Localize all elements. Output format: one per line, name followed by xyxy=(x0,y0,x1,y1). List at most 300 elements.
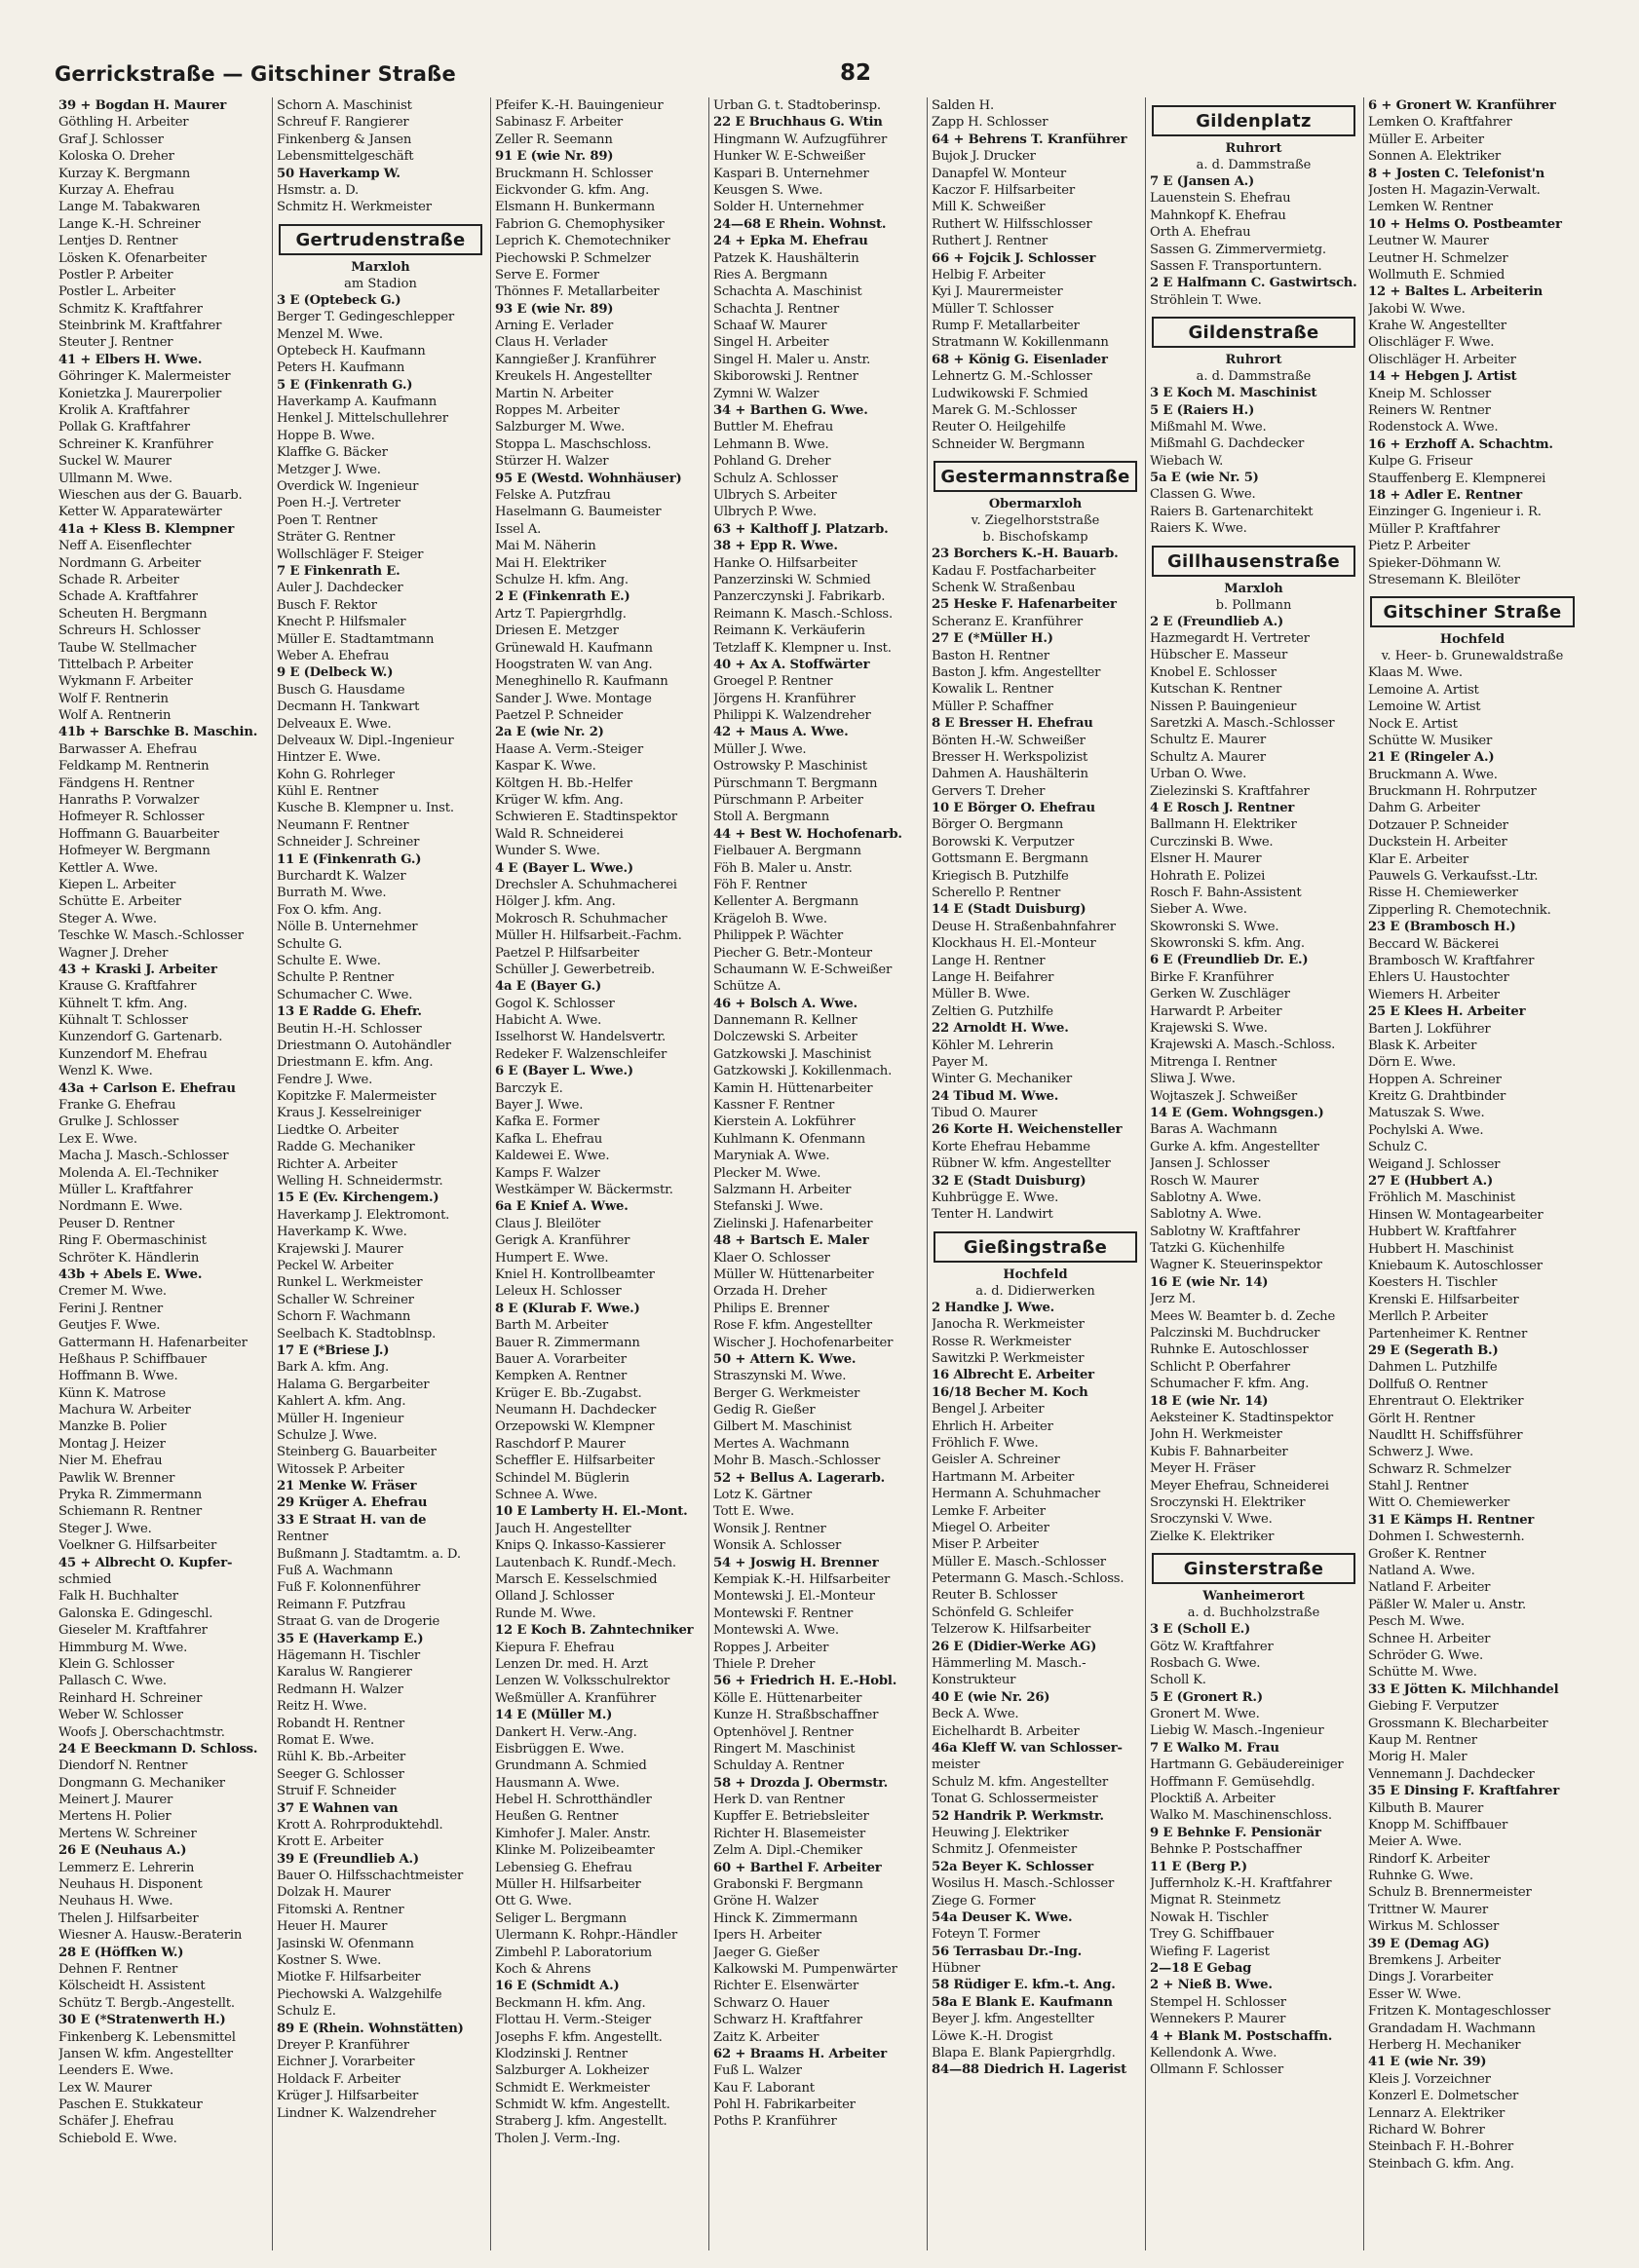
house-entry: 27 E (*Müller H.) xyxy=(932,631,1053,647)
resident-entry: Bayer J. Wwe. xyxy=(495,1098,584,1114)
resident-entry: Wonsik J. Rentner xyxy=(713,1521,826,1536)
resident-entry: Kellendonk A. Wwe. xyxy=(1150,2045,1277,2060)
resident-entry: Skiborowski J. Rentner xyxy=(713,369,858,385)
resident-entry: Giebing F. Verputzer xyxy=(1368,1699,1499,1715)
resident-entry: Roppes M. Arbeiter xyxy=(495,403,620,419)
directory-columns xyxy=(55,97,1584,2250)
resident-entry: Tatzki G. Küchenhilfe xyxy=(1150,1241,1285,1257)
resident-entry: Kyi J. Maurermeister xyxy=(932,284,1063,300)
resident-entry: Naudltt H. Schiffsführer xyxy=(1368,1427,1523,1443)
directory-column xyxy=(928,97,1146,2250)
house-entry: 63 + Kalthoff J. Platzarb. xyxy=(713,521,889,537)
directory-column xyxy=(273,97,491,2250)
resident-entry: Piechowski A. Walzgehilfe xyxy=(277,1986,442,2002)
resident-entry: Zaitz K. Arbeiter xyxy=(713,2029,820,2045)
resident-entry: Fox O. kfm. Ang. xyxy=(277,902,382,918)
resident-entry: Orth A. Ehefrau xyxy=(1150,225,1251,241)
resident-entry: Hanraths P. Vorwalzer xyxy=(58,793,200,809)
resident-entry: Natland F. Arbeiter xyxy=(1368,1580,1491,1596)
house-entry: 6 + Gronert W. Kranführer xyxy=(1368,98,1556,113)
resident-entry: Kimhofer J. Maler. Anstr. xyxy=(495,1826,651,1841)
resident-entry: Schulte G. xyxy=(277,936,343,952)
house-entry: 16 + Erzhoff A. Schachtm. xyxy=(1368,436,1553,452)
resident-entry: Ostrowsky P. Maschinist xyxy=(713,759,867,775)
resident-entry: Schaumann W. E-Schweißer xyxy=(713,962,893,977)
street-heading: Gitschiner Straße xyxy=(1370,596,1575,627)
house-entry: 56 + Friedrich H. E.-Hobl. xyxy=(713,1674,897,1689)
resident-entry: Philips E. Brenner xyxy=(713,1301,829,1316)
resident-entry: Weber A. Ehefrau xyxy=(277,648,390,663)
resident-entry: Sawitzki P. Werkmeister xyxy=(932,1351,1085,1366)
resident-entry: Grulke J. Schlosser xyxy=(58,1115,179,1130)
resident-entry: Kaldewei E. Wwe. xyxy=(495,1149,610,1164)
resident-entry: Danapfel W. Monteur xyxy=(932,166,1066,181)
resident-entry: Brambosch W. Kraftfahrer xyxy=(1368,953,1535,968)
house-entry: 23 E (Brambosch H.) xyxy=(1368,920,1516,935)
resident-entry: Krajewski S. Wwe. xyxy=(1150,1021,1268,1037)
resident-entry: Rosbach G. Wwe. xyxy=(1150,1655,1261,1671)
district-label: Ruhrort xyxy=(1225,141,1282,156)
resident-entry: Salzmann H. Arbeiter xyxy=(713,1183,852,1197)
house-entry: 25 E Klees H. Arbeiter xyxy=(1368,1004,1526,1020)
house-entry: 26 E (Neuhaus A.) xyxy=(58,1843,187,1859)
house-entry: 9 E Behnke F. Pensionär xyxy=(1150,1825,1321,1840)
resident-entry: Salzburger A. Lokheizer xyxy=(495,2063,649,2079)
resident-entry: Miser P. Arbeiter xyxy=(932,1537,1039,1553)
resident-entry: Beckmann H. kfm. Ang. xyxy=(495,1995,646,2011)
house-entry: 58 Rüdiger E. kfm.-t. Ang. xyxy=(932,1978,1116,1993)
resident-entry: Wykmann F. Arbeiter xyxy=(58,674,193,690)
resident-entry: Schumacher C. Wwe. xyxy=(277,987,413,1002)
resident-entry: Müller H. Hilfsarbeiter xyxy=(495,1877,641,1893)
resident-entry: Philippi K. Walzendreher xyxy=(713,708,871,724)
resident-entry: Müller E. Stadtamtmann xyxy=(277,631,435,647)
resident-entry: Beccard W. Bäckerei xyxy=(1368,936,1499,952)
house-entry: 24 Tibud M. Wwe. xyxy=(932,1088,1059,1104)
resident-entry: Müller L. Kraftfahrer xyxy=(58,1183,193,1197)
resident-entry: Müller J. Wwe. xyxy=(713,741,807,757)
house-entry: 14 E (Stadt Duisburg) xyxy=(932,902,1086,918)
resident-entry: Hebel H. Schrotthändler xyxy=(495,1793,652,1808)
resident-entry: Steinberg G. Bauarbeiter xyxy=(277,1445,437,1460)
resident-entry: Struif F. Schneider xyxy=(277,1784,397,1799)
resident-entry: Krüger J. Hilfsarbeiter xyxy=(277,2089,419,2104)
resident-entry: Zimbehl P. Laboratorium xyxy=(495,1945,652,1960)
resident-entry: Tetzlaff K. Klempner u. Inst. xyxy=(713,640,892,656)
resident-entry: Nordmann E. Wwe. xyxy=(58,1199,183,1215)
resident-entry: Olischläger H. Arbeiter xyxy=(1368,352,1516,367)
resident-entry: Schorn F. Wachmann xyxy=(277,1309,411,1325)
house-entry: 25 Heske F. Hafenarbeiter xyxy=(932,597,1117,613)
resident-entry: Költgen H. Bb.-Helfer xyxy=(495,775,632,791)
resident-entry: Ringert M. Maschinist xyxy=(713,1741,856,1757)
resident-entry: Lemken W. Rentner xyxy=(1368,200,1493,215)
resident-entry: Hunker W. E-Schweißer xyxy=(713,149,865,165)
resident-entry: Montewski F. Rentner xyxy=(713,1606,854,1621)
resident-entry: Salden H. xyxy=(932,98,994,113)
house-entry: 11 E (Finkenrath G.) xyxy=(277,851,422,867)
resident-entry: Tonat G. Schlossermeister xyxy=(932,1792,1098,1807)
resident-entry: Hsmstr. a. D. xyxy=(277,182,360,198)
resident-entry: Seelbach K. Stadtoblnsp. xyxy=(277,1326,437,1342)
resident-entry: Burrath M. Wwe. xyxy=(277,886,387,901)
house-entry: 42 + Maus A. Wwe. xyxy=(713,725,849,740)
house-entry: 33 E Jötten K. Milchhandel xyxy=(1368,1682,1559,1697)
house-entry: 48 + Bartsch E. Maler xyxy=(713,1233,869,1249)
resident-entry: Klaffke G. Bäcker xyxy=(277,445,388,461)
resident-entry: Föh B. Maler u. Anstr. xyxy=(713,860,853,876)
resident-entry: Wiemers H. Arbeiter xyxy=(1368,987,1500,1002)
resident-entry: Wonsik A. Schlosser xyxy=(713,1538,842,1554)
resident-entry: Kahlert A. kfm. Ang. xyxy=(277,1394,406,1410)
resident-entry: Ehrentraut O. Elektriker xyxy=(1368,1394,1524,1410)
house-entry: 64 + Behrens T. Kranführer xyxy=(932,132,1127,147)
resident-entry: Nier M. Ehefrau xyxy=(58,1454,163,1469)
resident-entry: Thiele P. Dreher xyxy=(713,1656,816,1672)
house-entry: 2 E (Freundlieb A.) xyxy=(1150,614,1283,629)
resident-entry: Kutschan K. Rentner xyxy=(1150,682,1282,698)
resident-entry: Jasinski W. Ofenmann xyxy=(277,1936,414,1951)
resident-entry: Kiepen L. Arbeiter xyxy=(58,877,176,892)
resident-entry: Sassen F. Transportuntern. xyxy=(1150,258,1322,274)
resident-entry: Stratmann W. Kokillenmann xyxy=(932,335,1109,351)
resident-entry: Poen T. Rentner xyxy=(277,512,378,528)
resident-entry: Bujok J. Drucker xyxy=(932,149,1036,165)
resident-entry: Schaaf W. Maurer xyxy=(713,319,827,334)
resident-entry: Stoppa L. Maschschloss. xyxy=(495,436,652,452)
resident-entry: Sander J. Wwe. Montage xyxy=(495,691,652,706)
house-entry: 7 E (Jansen A.) xyxy=(1150,174,1255,189)
resident-entry: Behnke P. Postschaffner xyxy=(1150,1842,1302,1858)
resident-entry: Neumann F. Rentner xyxy=(277,817,409,833)
resident-entry: Bönten H.-W. Schweißer xyxy=(932,733,1086,748)
district-label: Wanheimerort xyxy=(1202,1589,1305,1605)
resident-entry: Lehnertz G. M.-Schlosser xyxy=(932,369,1092,385)
house-entry: 4 E Rosch J. Rentner xyxy=(1150,800,1295,815)
resident-entry: Nölle B. Unternehmer xyxy=(277,920,418,935)
resident-entry: Kafka L. Ehefrau xyxy=(495,1131,603,1147)
resident-entry: Schnee A. Wwe. xyxy=(495,1488,598,1503)
resident-entry: Grandadam H. Wachmann xyxy=(1368,2021,1536,2036)
house-entry: 22 Arnoldt H. Wwe. xyxy=(932,1021,1069,1037)
resident-entry: Berger G. Werkmeister xyxy=(713,1385,860,1401)
resident-entry: Macha J. Masch.-Schlosser xyxy=(58,1149,229,1164)
house-entry: 46 + Bolsch A. Wwe. xyxy=(713,996,858,1011)
house-entry: 2 + Nieß B. Wwe. xyxy=(1150,1978,1273,1993)
resident-entry: Eickvonder G. kfm. Ang. xyxy=(495,182,650,198)
resident-entry: Mill K. Schweißer xyxy=(932,200,1046,215)
resident-entry: Orzepowski W. Klempner xyxy=(495,1419,655,1435)
resident-entry: Felske A. Putzfrau xyxy=(495,487,611,503)
resident-entry: Steuter J. Rentner xyxy=(58,335,173,351)
resident-entry: Schreurs H. Schlosser xyxy=(58,624,201,639)
resident-entry: Pochylski A. Wwe. xyxy=(1368,1122,1484,1138)
resident-entry: Reitz H. Wwe. xyxy=(277,1699,367,1715)
resident-entry: Pauwels G. Verkaufsst.-Ltr. xyxy=(1368,869,1539,885)
resident-entry: Paschen E. Stukkateur xyxy=(58,2098,203,2113)
resident-entry: Nowak H. Tischler xyxy=(1150,1909,1269,1925)
resident-entry: Decmann H. Tankwart xyxy=(277,699,420,715)
resident-entry: Kalkowski M. Pumpenwärter xyxy=(713,1961,897,1977)
resident-entry: Zeller R. Seemann xyxy=(495,132,613,147)
resident-entry: Josten H. Magazin-Verwalt. xyxy=(1368,182,1541,198)
house-entry: 18 + Adler E. Rentner xyxy=(1368,487,1522,503)
resident-entry: Trittner W. Maurer xyxy=(1368,1902,1489,1917)
resident-entry: Juffernholz K.-H. Kraftfahrer xyxy=(1150,1875,1332,1891)
resident-entry: Pesch M. Wwe. xyxy=(1368,1614,1466,1630)
page-header xyxy=(55,57,1584,92)
resident-entry: Payer M. xyxy=(932,1054,988,1070)
resident-entry: Robandt H. Rentner xyxy=(277,1716,405,1731)
resident-entry: Aeksteiner K. Stadtinspektor xyxy=(1150,1411,1334,1425)
resident-entry: Witossek P. Arbeiter xyxy=(277,1461,404,1477)
resident-entry: Dotzauer P. Schneider xyxy=(1368,817,1508,833)
resident-entry: Grossmann K. Blecharbeiter xyxy=(1368,1716,1548,1731)
house-entry: 10 E Lamberty H. El.-Mont. xyxy=(495,1504,688,1520)
resident-entry: Köhler M. Lehrerin xyxy=(932,1038,1053,1053)
resident-entry: Metzger J. Wwe. xyxy=(277,462,381,477)
resident-entry: Elsmann H. Bunkermann xyxy=(495,200,655,215)
house-entry: 33 E Straat H. van de xyxy=(277,1512,427,1528)
resident-entry: Schüller J. Gewerbetreib. xyxy=(495,962,656,977)
resident-entry: Machura W. Arbeiter xyxy=(58,1403,191,1418)
resident-entry: Patzek K. Haushälterin xyxy=(713,250,859,266)
resident-entry: Knecht P. Hilfsmaler xyxy=(277,615,406,630)
resident-entry: Rosse R. Werkmeister xyxy=(932,1334,1071,1349)
resident-entry: Raschdorf P. Maurer xyxy=(495,1436,626,1452)
resident-entry: Witt O. Chemiewerker xyxy=(1368,1495,1510,1511)
resident-entry: Leprich K. Chemotechniker xyxy=(495,234,670,249)
resident-entry: Gedig R. Gießer xyxy=(713,1403,816,1418)
resident-entry: Reuter O. Heilgehilfe xyxy=(932,420,1066,435)
resident-entry: Karalus W. Rangierer xyxy=(277,1665,412,1681)
resident-entry: Scheffler E. Hilfsarbeiter xyxy=(495,1454,655,1469)
resident-entry: Dahmen A. Haushälterin xyxy=(932,767,1088,782)
resident-entry: Kunze H. Straßbschaffner xyxy=(713,1708,879,1723)
resident-entry: Gilbert M. Maschinist xyxy=(713,1419,852,1435)
resident-entry: Sroczynski H. Elektriker xyxy=(1150,1494,1306,1510)
resident-entry: Eisbrüggen E. Wwe. xyxy=(495,1741,625,1757)
resident-entry: Mees W. Beamter b. d. Zeche xyxy=(1150,1308,1336,1324)
resident-entry: Marek G. M.-Schlosser xyxy=(932,403,1077,419)
resident-entry: Heßhaus P. Schiffbauer xyxy=(58,1351,207,1367)
resident-entry: Rindorf K. Arbeiter xyxy=(1368,1851,1490,1867)
resident-entry: Schulz C. xyxy=(1368,1140,1428,1155)
resident-entry: Rübner W. kfm. Angestellter xyxy=(932,1156,1111,1172)
resident-entry: Krenski E. Hilfsarbeiter xyxy=(1368,1292,1519,1307)
resident-entry: Matuszak S. Wwe. xyxy=(1368,1106,1485,1121)
resident-entry: Müller T. Schlosser xyxy=(932,301,1053,317)
house-entry: 41 + Elbers H. Wwe. xyxy=(58,352,203,367)
house-entry: 2 E Halfmann C. Gastwirtsch. xyxy=(1150,276,1357,291)
house-entry: 39 + Bogdan H. Maurer xyxy=(58,98,227,113)
resident-entry: Pawlik W. Brenner xyxy=(58,1470,175,1486)
resident-entry: Scheranz E. Kranführer xyxy=(932,614,1083,629)
resident-entry: Pürschmann T. Bergmann xyxy=(713,775,878,791)
house-entry: 23 Borchers K.-H. Bauarb. xyxy=(932,547,1119,562)
resident-entry: Postler P. Arbeiter xyxy=(58,267,173,283)
resident-entry: Ruhnke E. Autoschlosser xyxy=(1150,1342,1309,1358)
resident-entry: Sassen G. Zimmervermietg. xyxy=(1150,242,1326,257)
house-entry: 5 E (Gronert R.) xyxy=(1150,1689,1263,1705)
resident-entry: Schade A. Kraftfahrer xyxy=(58,589,198,605)
resident-entry: Göthling H. Arbeiter xyxy=(58,115,189,131)
resident-entry: Großer K. Rentner xyxy=(1368,1546,1486,1562)
resident-entry: Schwarz H. Kraftfahrer xyxy=(713,2013,862,2028)
resident-entry: Bruckmann H. Rohrputzer xyxy=(1368,784,1537,800)
directory-column xyxy=(1364,97,1582,2250)
resident-entry: Schaller W. Schreiner xyxy=(277,1292,414,1307)
resident-entry: Haselmann G. Baumeister xyxy=(495,505,662,520)
house-entry: 28 E (Höffken W.) xyxy=(58,1945,184,1960)
resident-entry: Bußmann J. Stadtamtm. a. D. xyxy=(277,1546,461,1562)
resident-entry: Dannemann R. Kellner xyxy=(713,1013,858,1029)
resident-entry: Sablotny W. Kraftfahrer xyxy=(1150,1224,1300,1239)
resident-entry: Hingmann W. Aufzugführer xyxy=(713,132,888,147)
resident-entry: Koesters H. Tischler xyxy=(1368,1275,1498,1291)
resident-entry: Raiers B. Gartenarchitekt xyxy=(1150,504,1314,519)
resident-entry: Jerz M. xyxy=(1150,1292,1196,1307)
resident-entry: Gerigk A. Kranführer xyxy=(495,1233,630,1249)
resident-entry: Diendorf N. Rentner xyxy=(58,1758,188,1774)
resident-entry: Westkämper W. Bäckermstr. xyxy=(495,1183,673,1197)
resident-entry: Wunder S. Wwe. xyxy=(495,844,600,859)
resident-entry: Voelkner G. Hilfsarbeiter xyxy=(58,1538,217,1554)
resident-entry: Hämmerling M. Masch.- xyxy=(932,1656,1086,1672)
house-entry: 5a E (wie Nr. 5) xyxy=(1150,471,1259,486)
resident-entry: Halama G. Bergarbeiter xyxy=(277,1377,430,1392)
resident-entry: Reimann F. Putzfrau xyxy=(277,1597,406,1612)
resident-entry: Seliger L. Bergmann xyxy=(495,1910,627,1926)
resident-entry: Pallasch C. Wwe. xyxy=(58,1674,167,1689)
resident-entry: Weber W. Schlosser xyxy=(58,1708,183,1723)
resident-entry: Finkenberg & Jansen xyxy=(277,132,412,147)
resident-entry: Schenk W. Straßenbau xyxy=(932,580,1076,595)
resident-entry: Hubbert H. Maschinist xyxy=(1368,1241,1514,1257)
page-number: 82 xyxy=(840,60,872,86)
resident-entry: Sroczynski V. Wwe. xyxy=(1150,1512,1273,1528)
resident-entry: Telzerow K. Hilfsarbeiter xyxy=(932,1622,1091,1638)
resident-entry: Stefanski J. Wwe. xyxy=(713,1199,823,1215)
resident-entry: Manzke B. Polier xyxy=(58,1419,167,1435)
resident-entry: Mai M. Näherin xyxy=(495,539,596,554)
resident-entry: Redmann H. Walzer xyxy=(277,1682,403,1697)
resident-entry: Knips Q. Inkasso-Kassierer xyxy=(495,1538,666,1554)
house-entry: 41 E (wie Nr. 39) xyxy=(1368,2055,1487,2070)
resident-entry: Gogol K. Schlosser xyxy=(495,996,615,1011)
house-entry: 15 E (Ev. Kirchengem.) xyxy=(277,1191,439,1206)
resident-entry: Wolf F. Rentnerin xyxy=(58,691,169,706)
resident-entry: Sträter G. Rentner xyxy=(277,530,396,546)
resident-entry: Schreiner K. Kranführer xyxy=(58,436,213,452)
resident-entry: Richard W. Bohrer xyxy=(1368,2122,1485,2137)
house-entry: 37 E Wahnen van xyxy=(277,1800,399,1816)
house-entry: 24 E Beeckmann D. Schloss. xyxy=(58,1741,258,1757)
house-entry: 89 E (Rhein. Wohnstätten) xyxy=(277,2021,464,2036)
house-entry: 13 E Radde G. Ehefr. xyxy=(277,1004,422,1020)
resident-entry: Saretzki A. Masch.-Schlosser xyxy=(1150,715,1335,731)
resident-entry: Suckel W. Maurer xyxy=(58,454,172,470)
resident-entry: Martin N. Arbeiter xyxy=(495,386,614,401)
house-entry: 93 E (wie Nr. 89) xyxy=(495,301,614,317)
resident-entry: Kadau F. Postfacharbeiter xyxy=(932,563,1096,579)
resident-entry: Krüger W. kfm. Ang. xyxy=(495,793,624,809)
resident-entry: Stürzer H. Walzer xyxy=(495,454,609,470)
resident-entry: Schmitz K. Kraftfahrer xyxy=(58,301,203,317)
street-extent: b. Bischofskamp xyxy=(982,530,1088,546)
resident-entry: Serve E. Former xyxy=(495,267,599,283)
resident-entry: Philippek P. Wächter xyxy=(713,928,844,944)
directory-column xyxy=(709,97,928,2250)
resident-entry: Elsner H. Maurer xyxy=(1150,851,1262,867)
house-entry: 27 E (Hubbert A.) xyxy=(1368,1174,1493,1190)
resident-entry: Josephs F. kfm. Angestellt. xyxy=(495,2029,663,2045)
resident-entry: Foteyn T. Former xyxy=(932,1927,1040,1943)
resident-entry: Grünewald H. Kaufmann xyxy=(495,640,653,656)
resident-entry: Dohmen I. Schwesternh. xyxy=(1368,1530,1525,1545)
house-entry: 16/18 Becher M. Koch xyxy=(932,1384,1088,1400)
resident-entry: schmied xyxy=(58,1571,112,1587)
resident-entry: Partenheimer K. Rentner xyxy=(1368,1326,1528,1342)
resident-entry: Singel H. Arbeiter xyxy=(713,335,829,351)
house-entry: 32 E (Stadt Duisburg) xyxy=(932,1173,1086,1189)
resident-entry: Plecker M. Wwe. xyxy=(713,1165,821,1181)
resident-entry: Kubis F. Bahnarbeiter xyxy=(1150,1444,1288,1459)
house-entry: 43 + Kraski J. Arbeiter xyxy=(58,962,217,977)
resident-entry: Kunzendorf G. Gartenarb. xyxy=(58,1030,223,1045)
resident-entry: John H. Werkmeister xyxy=(1150,1427,1282,1443)
resident-entry: Heuwing J. Elektriker xyxy=(932,1825,1069,1840)
resident-entry: Zielinski J. Hafenarbeiter xyxy=(713,1216,873,1231)
house-entry: 5 E (Raiers H.) xyxy=(1150,402,1255,418)
resident-entry: Wald R. Schneiderei xyxy=(495,826,624,842)
resident-entry: Delveaux W. Dipl.-Ingenieur xyxy=(277,733,454,748)
resident-entry: Leutner H. Schmelzer xyxy=(1368,250,1508,266)
resident-entry: Krahe W. Angestellter xyxy=(1368,319,1506,334)
resident-entry: Grabonski F. Bergmann xyxy=(713,1877,863,1893)
resident-entry: Schiemann R. Rentner xyxy=(58,1504,202,1520)
resident-entry: Schulz E. xyxy=(277,2004,336,2020)
resident-entry: Ehlers U. Haustochter xyxy=(1368,970,1509,986)
resident-entry: Künn K. Matrose xyxy=(58,1385,166,1401)
resident-entry: Kölscheidt H. Assistent xyxy=(58,1979,206,1994)
resident-entry: Kafka E. Former xyxy=(495,1115,599,1130)
resident-entry: Driestmann E. kfm. Ang. xyxy=(277,1055,434,1071)
resident-entry: Ziege G. Former xyxy=(932,1893,1036,1909)
resident-entry: Feldkamp M. Rentnerin xyxy=(58,759,210,775)
resident-entry: Schlicht P. Oberfahrer xyxy=(1150,1359,1290,1375)
resident-entry: Geutjes F. Wwe. xyxy=(58,1318,161,1334)
resident-entry: Mohr B. Masch.-Schlosser xyxy=(713,1454,881,1469)
resident-entry: Peckel W. Arbeiter xyxy=(277,1259,394,1273)
house-entry: 30 E (*Stratenwerth H.) xyxy=(58,2013,226,2028)
street-heading: Gildenstraße xyxy=(1152,317,1355,348)
resident-entry: Krajewski J. Maurer xyxy=(277,1241,403,1257)
resident-entry: Fielbauer A. Bergmann xyxy=(713,844,861,859)
resident-entry: Pollak G. Kraftfahrer xyxy=(58,420,190,435)
resident-entry: Reinhard H. Schreiner xyxy=(58,1690,203,1706)
resident-entry: Bremkens J. Arbeiter xyxy=(1368,1953,1501,1969)
resident-entry: Ries A. Bergmann xyxy=(713,267,828,283)
resident-entry: Barczyk E. xyxy=(495,1080,563,1096)
resident-entry: Curczinski B. Wwe. xyxy=(1150,834,1274,850)
resident-entry: Skowronski S. Wwe. xyxy=(1150,919,1279,934)
resident-entry: Sablotny A. Wwe. xyxy=(1150,1207,1262,1223)
directory-column xyxy=(491,97,709,2250)
resident-entry: Kau F. Laborant xyxy=(713,2080,815,2096)
resident-entry: Hartmann G. Gebäudereiniger xyxy=(1150,1758,1344,1773)
resident-entry: Wieschen aus der G. Bauarb. xyxy=(58,487,243,503)
